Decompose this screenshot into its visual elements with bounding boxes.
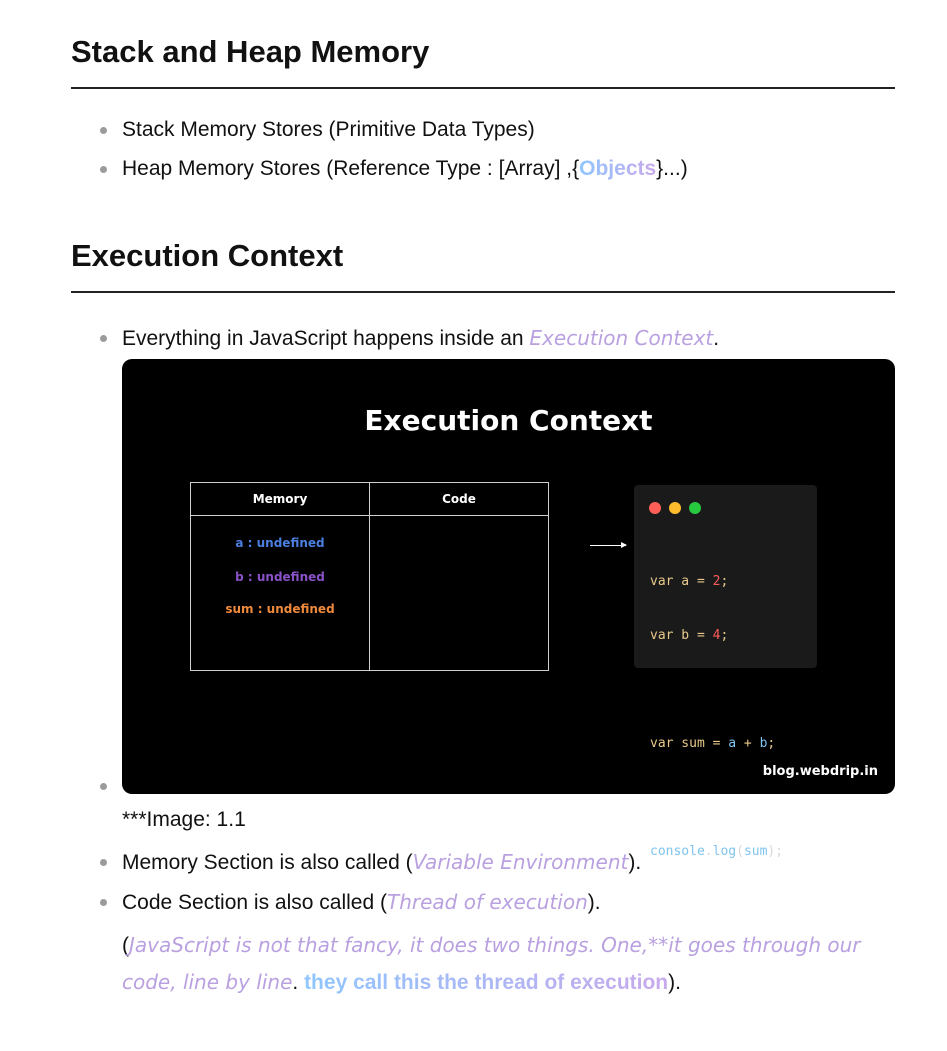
note-italic-line1: JavaScript is not that fancy, it does two things. One,**it goes through our bbox=[129, 933, 861, 957]
note-bold-highlight: they call this the thread of execution bbox=[304, 971, 669, 994]
list-item-text-before: Memory Section is also called ( bbox=[122, 851, 413, 874]
memory-value-sum: sum : undefined bbox=[225, 602, 335, 616]
memory-code-table bbox=[190, 482, 549, 671]
heading-divider bbox=[71, 291, 895, 293]
code-header: Code bbox=[442, 492, 476, 506]
list-item-text-after: }...) bbox=[656, 157, 688, 180]
code-line bbox=[650, 681, 783, 699]
objects-highlight: Objects bbox=[579, 157, 657, 180]
thread-of-execution-emphasis: Thread of execution bbox=[386, 890, 588, 914]
list-item-text-before: Heap Memory Stores (Reference Type : [Array] ,{ bbox=[122, 157, 580, 180]
bullet-dot bbox=[100, 335, 107, 342]
list-item-text-before: Everything in JavaScript happens inside an bbox=[122, 327, 530, 350]
list-item bbox=[122, 889, 601, 916]
watermark: blog.webdrip.in bbox=[762, 764, 878, 779]
heading-stack-and-heap: Stack and Heap Memory bbox=[71, 34, 430, 69]
note-close: ). bbox=[668, 971, 681, 994]
list-item bbox=[122, 325, 719, 352]
close-dot-icon bbox=[649, 502, 661, 514]
note-italic-line2: code, line by line bbox=[122, 970, 293, 994]
code-line: var sum = a + b; bbox=[650, 736, 776, 751]
memory-header: Memory bbox=[252, 492, 308, 506]
bullet-dot bbox=[100, 899, 107, 906]
code-line: console.log(sum); bbox=[650, 844, 784, 859]
code-line bbox=[650, 789, 783, 807]
list-item-text-after: ). bbox=[628, 851, 642, 874]
maximize-dot-icon bbox=[689, 502, 701, 514]
code-window bbox=[634, 485, 817, 859]
heading-divider bbox=[71, 87, 895, 89]
memory-value-b: b : undefined bbox=[235, 570, 325, 584]
execution-context-emphasis: Execution Context bbox=[529, 326, 714, 350]
table-divider-vertical bbox=[369, 483, 370, 670]
heading-execution-context: Execution Context bbox=[71, 238, 344, 273]
table-divider-horizontal bbox=[191, 515, 548, 516]
bullet-dot bbox=[100, 783, 107, 790]
note-open: ( bbox=[122, 934, 129, 957]
list-item bbox=[122, 156, 688, 182]
note-separator: . bbox=[292, 971, 305, 994]
variable-environment-emphasis: Variable Environment bbox=[412, 850, 629, 874]
arrow-icon bbox=[590, 545, 626, 546]
list-item bbox=[122, 117, 535, 143]
list-item-text-after: ). bbox=[587, 891, 601, 914]
bullet-dot bbox=[100, 166, 107, 173]
bullet-dot bbox=[100, 859, 107, 866]
image-caption: ***Image: 1.1 bbox=[122, 808, 246, 831]
image-title: Execution Context bbox=[364, 404, 653, 437]
memory-value-a: a : undefined bbox=[235, 536, 325, 550]
code-line: var a = 2; bbox=[650, 574, 729, 589]
list-item-text-before: Code Section is also called ( bbox=[122, 891, 387, 914]
minimize-dot-icon bbox=[669, 502, 681, 514]
bullet-dot bbox=[100, 127, 107, 134]
list-item-text-after: . bbox=[713, 327, 720, 350]
list-item bbox=[122, 849, 641, 876]
list-item-text: Stack Memory Stores (Primitive Data Types) bbox=[122, 118, 535, 141]
code-block bbox=[650, 537, 783, 897]
code-line: var b = 4; bbox=[650, 628, 729, 643]
thread-note bbox=[122, 927, 882, 1001]
